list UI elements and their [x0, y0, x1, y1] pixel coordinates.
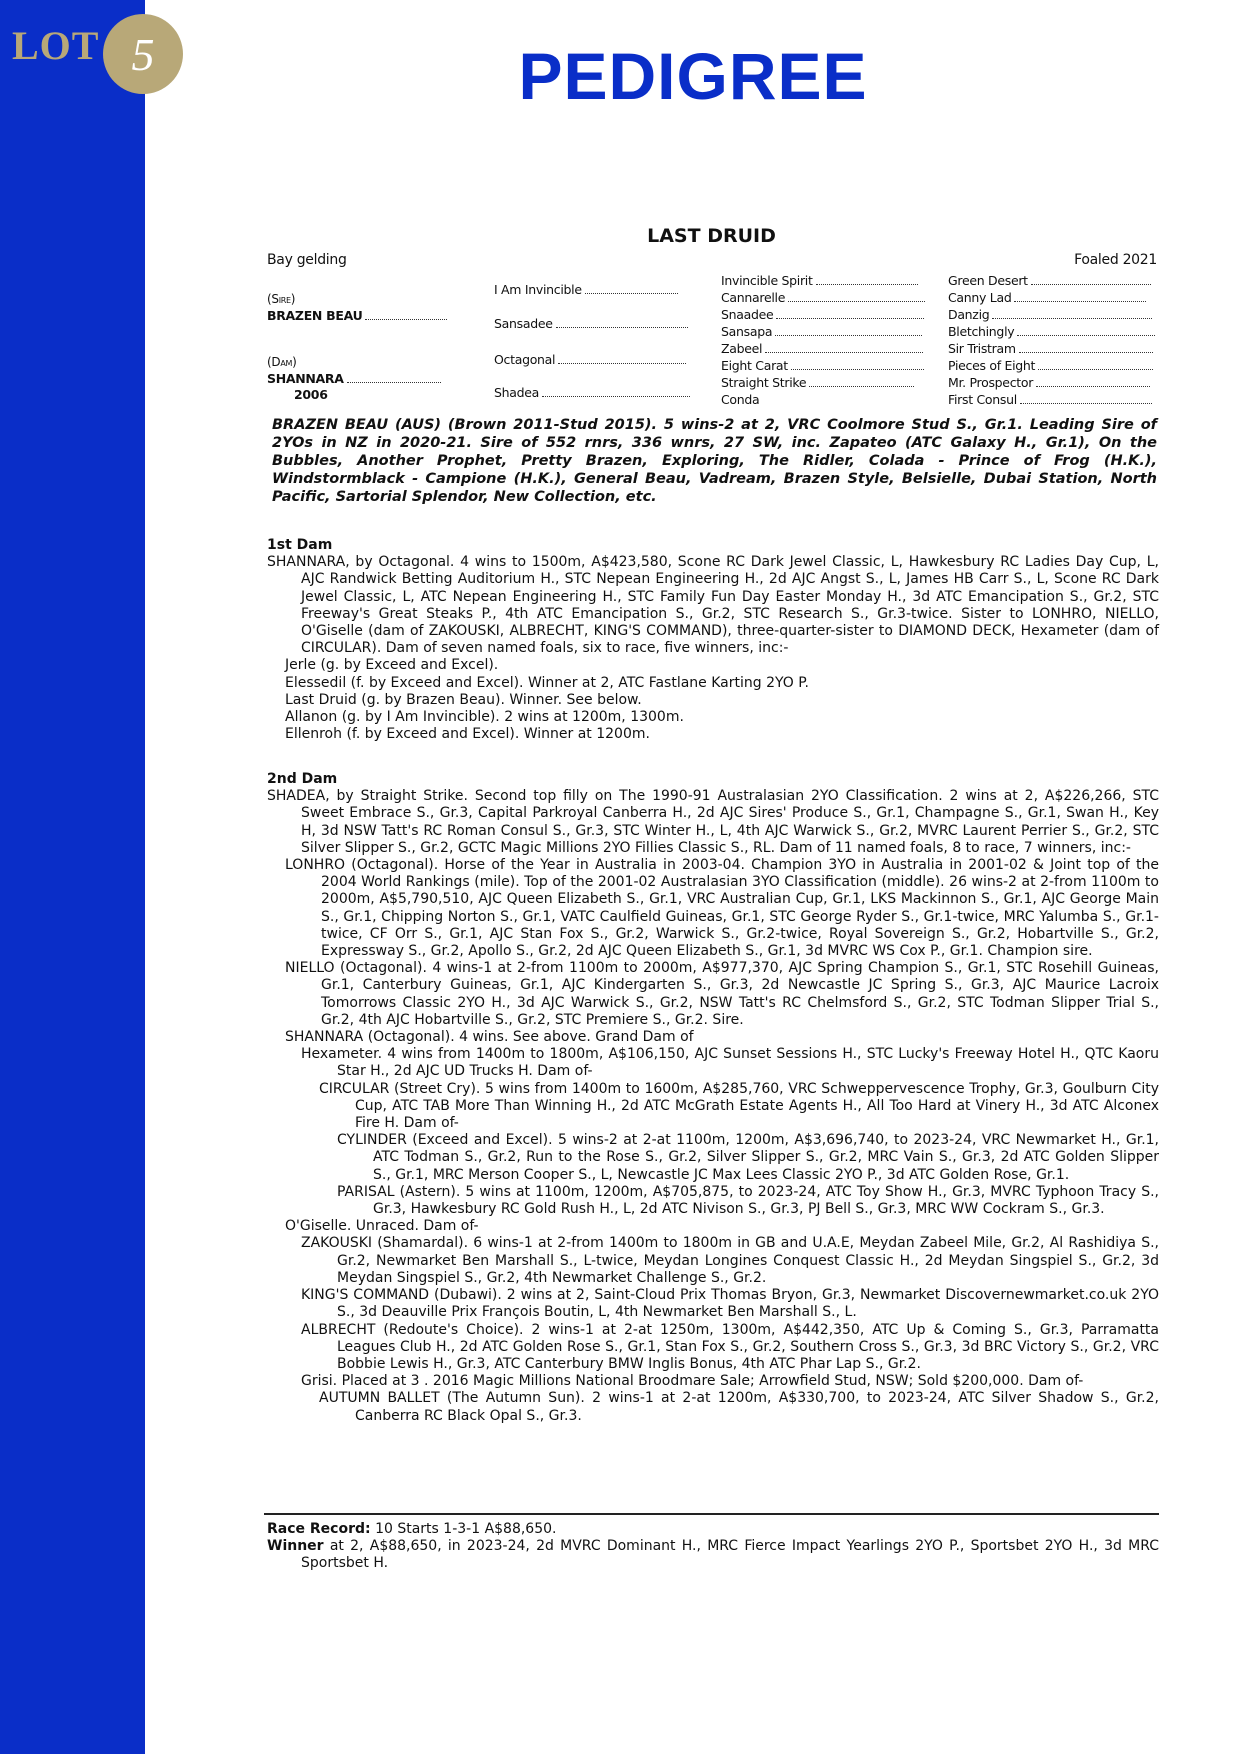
gen4-ancestor: Sir Tristram [948, 341, 1016, 356]
gen3-ancestor: Zabeel [721, 341, 763, 356]
race-record-section [267, 1521, 1159, 1573]
progeny-entry: SHANNARA (Octagonal). 4 wins. See above. Grand Dam of [285, 1029, 694, 1046]
lot-number-badge: 5 [103, 14, 183, 94]
gen2-ancestor: Octagonal [494, 352, 556, 367]
gen3-ancestor: Straight Strike [721, 375, 807, 390]
gen3-ancestor: Sansapa [721, 324, 773, 339]
progeny-entry: KING'S COMMAND (Dubawi). 2 wins at 2, Saint-Cloud Prix Thomas Bryon, Gr.3, Newmarket Discovernewmarket.co.uk 2YO S., 3d Deauville Prix François Boutin, L, 4th Newmarket Ben Marshall S., L. [301, 1287, 1159, 1321]
foal-entry: Ellenroh (f. by Exceed and Excel). Winner at 1200m. [285, 726, 650, 743]
gen4-ancestor: Pieces of Eight [948, 358, 1036, 373]
progeny-entry: ALBRECHT (Redoute's Choice). 2 wins-1 at 2-at 1250m, 1300m, A$442,350, ATC Up & Coming S., Gr.3, Parramatta Leagues Club H., 2d ATC Golden Rose S., Gr.1, Stan Fox S., Gr.2, Southern Cross S., Gr.3, 3d BRC Victory S., Gr.2, VRC Bobbie Lewis H., Gr.3, ATC Canterbury BMW Inglis Bonus, 4th ATC Phar Lap S., Gr.2. [301, 1321, 1159, 1372]
second-dam-section [267, 771, 1159, 1425]
gen2-ancestor: Shadea [494, 385, 540, 400]
gen4-ancestor: Canny Lad [948, 290, 1012, 305]
page-title: PEDIGREE [518, 39, 868, 113]
first-dam-text: SHANNARA, by Octagonal. 4 wins to 1500m, A$423,580, Scone RC Dark Jewel Classic, L, Hawkesbury RC Ladies Day Cup, L, AJC Randwick Betting Auditorium H., STC Nepean Engineering H., 2d AJC Angst S., L, James HB Carr S., L, Scone RC Dark Jewel Classic, L, ATC Nepean Engineering H., STC Family Fun Day Easter Monday H., 3d ATC Emancipation S., Gr.2, STC Freeway's Great Steaks P., 4th ATC Emancipation S., Gr.2, STC Research S., Gr.3-twice. Sister to LONHRO, NIELLO, O'Giselle (dam of ZAKOUSKI, ALBRECHT, KING'S COMMAND), three-quarter-sister to DIAMOND DECK, Hexameter (dam of CIRCULAR). Dam of seven named foals, six to race, five winners, inc:- [267, 554, 1159, 657]
dam-year: 2006 [294, 387, 328, 402]
first-dam-section [267, 537, 1159, 743]
sire-summary: BRAZEN BEAU (AUS) (Brown 2011-Stud 2015). 5 wins-2 at 2, VRC Coolmore Stud S., Gr.1. Leading Sire of 2YOs in NZ in 2020-21. Sire of 552 rnrs, 336 wnrs, 27 SW, inc. Zapateo (ATC Galaxy H., Gr.1), On the Bubbles, Another Prophet, Pretty Brazen, Exploring, The Ridler, Colada - Prince of Frog (H.K.), Windstormblack - Campione (H.K.), General Beau, Vadream, Brazen Style, Belsielle, Dubai Station, North Pacific, Sartorial Splendor, New Collection, etc. [272, 417, 1157, 505]
foal-entry: Elessedil (f. by Exceed and Excel). Winner at 2, ATC Fastlane Karting 2YO P. [285, 674, 809, 691]
gen4-ancestor: Green Desert [948, 273, 1028, 288]
horse-description: Bay gelding [267, 252, 347, 268]
foal-entry: Last Druid (g. by Brazen Beau). Winner. See below. [285, 691, 642, 708]
gen2-ancestor: Sansadee [494, 316, 553, 331]
progeny-entry: AUTUMN BALLET (The Autumn Sun). 2 wins-1 at 2-at 1200m, A$330,700, to 2023-24, ATC Silver Shadow S., Gr.2, Canberra RC Black Opal S., Gr.3. [319, 1390, 1159, 1424]
horse-name: LAST DRUID [647, 225, 776, 247]
foaled-year: Foaled 2021 [1074, 252, 1157, 268]
progeny-entry: CYLINDER (Exceed and Excel). 5 wins-2 at 2-at 1100m, 1200m, A$3,696,740, to 2023-24, VRC Newmarket H., Gr.1, ATC Todman S., Gr.2, Run to the Rose S., Gr.2, Silver Slipper S., Gr.2, MRC Vain S., Gr.3, 2d ATC Golden Slipper S., Gr.1, MRC Merson Cooper S., L, Newcastle JC Max Lees Classic 2YO P., 3d ATC Golden Rose, Gr.1. [337, 1132, 1159, 1183]
gen4-ancestor: First Consul [948, 392, 1017, 407]
side-color-bar [0, 0, 145, 1754]
gen4-ancestor: Danzig [948, 307, 990, 322]
foal-entry: Allanon (g. by I Am Invincible). 2 wins at 1200m, 1300m. [285, 709, 684, 726]
gen2-ancestor: I Am Invincible [494, 282, 582, 297]
progeny-entry: O'Giselle. Unraced. Dam of- [285, 1218, 479, 1235]
gen3-ancestor: Conda [721, 392, 760, 407]
progeny-entry: Grisi. Placed at 3 . 2016 Magic Millions National Broodmare Sale; Arrowfield Stud, NSW; Sold $200,000. Dam of- [301, 1373, 1084, 1390]
first-dam-heading: 1st Dam [267, 537, 333, 553]
race-record-summary: 10 Starts 1-3-1 A$88,650. [375, 1521, 557, 1537]
gen4-ancestor: Bletchingly [948, 324, 1015, 339]
foal-entry: Jerle (g. by Exceed and Excel). [285, 657, 499, 674]
gen3-ancestor: Cannarelle [721, 290, 786, 305]
second-dam-heading: 2nd Dam [267, 771, 338, 787]
gen3-ancestor: Snaadee [721, 307, 774, 322]
gen3-ancestor: Invincible Spirit [721, 273, 813, 288]
progeny-entry: NIELLO (Octagonal). 4 wins-1 at 2-from 1100m to 2000m, A$977,370, AJC Spring Champion S., Gr.1, STC Rosehill Guineas, Gr.1, Canterbury Guineas, Gr.1, AJC Kindergarten S., Gr.3, 2d Newcastle JC Spring S., Gr.3, AJC Maurice Lacroix Tomorrows Classic 2YO H., 3d AJC Warwick S., Gr.2, NSW Tatt's RC Chelmsford S., Gr.2, STC Todman Slipper Trial S., Gr.2, 4th AJC Hobartville S., Gr.2, STC Premiere S., Gr.2. Sire. [285, 960, 1159, 1028]
sire-name: BRAZEN BEAU [267, 308, 363, 323]
winner-text: at 2, A$88,650, in 2023-24, 2d MVRC Dominant H., MRC Fierce Impact Yearlings 2YO P., Sportsbet 2YO H., 3d MRC Sportsbet H. [301, 1538, 1160, 1572]
progeny-entry: LONHRO (Octagonal). Horse of the Year in Australia in 2003-04. Champion 3YO in Australia in 2001-02 & Joint top of the 2004 World Rankings (mile). Top of the 2001-02 Australasian 3YO Classification (middle). 26 wins-2 at 2-from 1100m to 2000m, A$5,790,510, AJC Queen Elizabeth S., Gr.1, VRC Australian Cup, Gr.1, LKS Mackinnon S., Gr.1, AJC George Main S., Gr.1, Chipping Norton S., Gr.1, VATC Caulfield Guineas, Gr.1, STC George Ryder S., Gr.1-twice, MRC Yalumba S., Gr.1-twice, CF Orr S., Gr.1, AJC Stan Fox S., Gr.2, Warwick S., Gr.2-twice, Royal Sovereign S., Gr.2, Hobartville S., Gr.2, Expressway S., Gr.2, Apollo S., Gr.2, 2d AJC Queen Elizabeth S., Gr.1, 3d MVRC WS Cox P., Gr.1. Champion sire. [285, 857, 1159, 960]
dam-name: SHANNARA [267, 371, 344, 386]
dam-label: (Dam) [267, 355, 297, 369]
winner-label: Winner [267, 1538, 324, 1555]
progeny-entry: PARISAL (Astern). 5 wins at 1100m, 1200m, A$705,875, to 2023-24, ATC Toy Show H., Gr.3, MVRC Typhoon Tracy S., Gr.3, Hawkesbury RC Gold Rush H., L, 2d ATC Nivison S., Gr.3, PJ Bell S., Gr.3, MRC WW Cockram S., Gr.3. [337, 1183, 1159, 1218]
progeny-entry: CIRCULAR (Street Cry). 5 wins from 1400m to 1600m, A$285,760, VRC Schweppervescence Trophy, Gr.3, Goulburn City Cup, ATC TAB More Than Winning H., 2d ATC McGrath Estate Agents H., All Too Hard at Vinery H., 3d ATC Alconex Fire H. Dam of- [319, 1080, 1159, 1132]
race-record-label: Race Record: [267, 1521, 371, 1537]
second-dam-text: SHADEA, by Straight Strike. Second top filly on The 1990-91 Australasian 2YO Classification. 2 wins at 2, A$226,266, STC Sweet Embrace S., Gr.3, Capital Parkroyal Canberra H., 2d AJC Sires' Produce S., Gr.1, Champagne S., Gr.1, Swan H., Key H, 3d NSW Tatt's RC Roman Consul S., Gr.3, STC Winter H., L, 4th AJC Warwick S., Gr.2, MVRC Laurent Perrier S., Gr.2, STC Silver Slipper S., Gr.2, GCTC Magic Millions 2YO Fillies Classic S., RL. Dam of 11 named foals, 8 to race, 7 winners, inc:- [267, 788, 1159, 856]
lot-label: LOT [12, 23, 100, 68]
sire-label: (Sire) [267, 292, 296, 306]
progeny-entry: Hexameter. 4 wins from 1400m to 1800m, A$106,150, AJC Sunset Sessions H., STC Lucky's Freeway Hotel H., QTC Kaoru Star H., 2d AJC UD Trucks H. Dam of- [301, 1046, 1159, 1080]
section-divider [264, 1513, 1159, 1515]
gen3-ancestor: Eight Carat [721, 358, 788, 373]
gen4-ancestor: Mr. Prospector [948, 375, 1034, 390]
progeny-entry: ZAKOUSKI (Shamardal). 6 wins-1 at 2-from 1400m to 1800m in GB and U.A.E, Meydan Zabeel Mile, Gr.2, Al Rashidiya S., Gr.2, Newmarket Ben Marshall S., L-twice, Meydan Longines Conquest Classic H., 2d Meydan Singspiel S., Gr.2, 3d Meydan Singspiel S., Gr.2, 4th Newmarket Challenge S., Gr.2. [301, 1235, 1159, 1286]
